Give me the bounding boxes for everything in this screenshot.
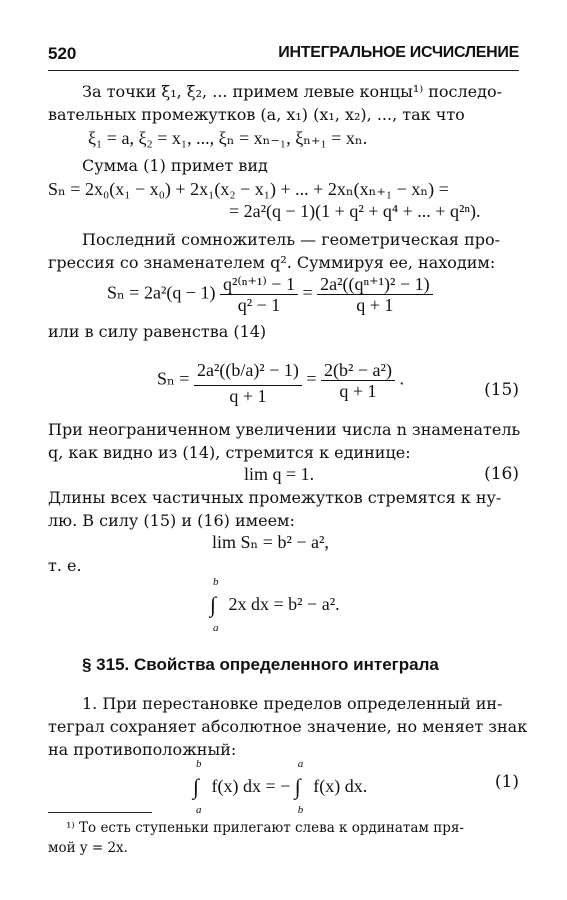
integral-upper-limit: b: [196, 758, 202, 770]
footnote-line: ¹⁾ То есть ступеньки прилегают слева к ординатам пря-: [66, 820, 464, 836]
fraction-denominator: q + 1: [229, 386, 267, 406]
footnote-line: мой y = 2x.: [48, 840, 128, 856]
fraction: [220, 274, 298, 315]
integral-sign: ∫ b a: [193, 758, 202, 816]
fraction: [321, 360, 395, 401]
fraction-numerator: 2(b² − a²): [321, 360, 395, 381]
footnote-rule: [48, 812, 152, 813]
fraction-denominator: q + 1: [356, 295, 394, 315]
equation-number: (1): [494, 772, 519, 792]
integral-sign: ∫ b a: [210, 576, 219, 634]
fraction-numerator: 2a²((qⁿ⁺¹)² − 1): [317, 274, 432, 295]
paragraph-line: грессия со знаменателем q². Суммируя ее, находим:: [48, 253, 496, 272]
equation-limit-sum: lim Sₙ = b² − a²,: [212, 532, 329, 552]
fraction-denominator: q + 1: [339, 381, 377, 401]
paragraph-line: 1. При перестановке пределов определенный ин-: [82, 694, 503, 713]
page-number: 520: [48, 44, 77, 63]
equation-16: lim q = 1.: [244, 464, 315, 484]
paragraph-line: За точки ξ₁, ξ₂, ... примем левые концы¹⁾ последо-: [82, 82, 503, 101]
fraction-denominator: q² − 1: [237, 295, 281, 315]
paragraph-line: на противоположный:: [48, 740, 237, 759]
equation-points: ξ₁ = a, ξ₂ = x₁, ..., ξₙ = xₙ₋₁, ξₙ₊₁ = xₙ.: [88, 128, 368, 148]
equation-sum-line1: Sₙ = 2x₀(x₁ − x₀) + 2x₁(x₂ − x₁) + ... + 2xₙ(xₙ₊₁ − xₙ) =: [48, 179, 449, 199]
equation-sum-line2: = 2a²(q − 1)(1 + q² + q⁴ + ... + q²ⁿ).: [229, 201, 481, 221]
fraction: [194, 355, 302, 406]
integral-upper-limit: a: [297, 758, 304, 770]
integral-lower-limit: a: [213, 622, 219, 634]
equation-geometric: Sₙ = 2a²(q − 1) $\frac{\text{q²⁽ⁿ⁺¹⁾ − 1}}{\text{q² − 1}}$ = $\frac{\text{2a²((qⁿ⁺¹)² − 1)}}{q + 1}$: [107, 274, 433, 315]
equation-15: Sₙ = $\frac{\text{2a²((b/a)² − 1)}}{q + 1}$ = $\frac{\text{2(b² − a²)}}{q + 1}$ .: [157, 355, 404, 406]
paragraph-line: или в силу равенства (14): [48, 322, 267, 341]
paragraph-line: Длины всех частичных промежутков стремятся к ну-: [48, 488, 502, 507]
equation-1-middle: f(x) dx = −: [211, 776, 291, 796]
eq-geom-lhs: Sₙ = 2a²(q − 1): [107, 282, 216, 303]
paragraph-line: т. е.: [48, 556, 82, 575]
paragraph-line: Сумма (1) примет вид: [82, 156, 268, 175]
equation-1-end: f(x) dx.: [313, 776, 368, 796]
paragraph-line: лю. В силу (15) и (16) имеем:: [48, 511, 295, 530]
eq15-lhs: Sₙ =: [157, 368, 190, 389]
integral-body: 2x dx = b² − a².: [228, 594, 340, 614]
integral-lower-limit: a: [196, 804, 202, 816]
running-title: ИНТЕГРАЛЬНОЕ ИСЧИСЛЕНИЕ: [278, 44, 519, 61]
paragraph-line: q, как видно из (14), стремится к единице:: [48, 443, 411, 462]
integral-lower-limit: b: [297, 804, 304, 816]
paragraph-line: вательных промежутков (a, x₁) (x₁, x₂), ..., так что: [48, 105, 465, 124]
paragraph-line: Последний сомножитель — геометрическая про-: [82, 230, 501, 249]
equation-number: (16): [484, 464, 519, 484]
fraction-numerator: q²⁽ⁿ⁺¹⁾ − 1: [220, 274, 298, 295]
section-title: § 315. Свойства определенного интеграла: [82, 655, 439, 674]
equation-integral: [210, 574, 340, 634]
equation-number: (15): [484, 380, 519, 400]
fraction-numerator: 2a²((b/a)² − 1): [194, 355, 302, 386]
paragraph-line: При неограниченном увеличении числа n знаменатель: [48, 420, 521, 439]
integral-sign: ∫ a b: [294, 758, 304, 816]
integral-upper-limit: b: [213, 576, 219, 588]
page-header: [48, 40, 519, 71]
paragraph-line: теграл сохраняет абсолютное значение, но меняет знак: [48, 717, 528, 736]
fraction: [317, 274, 432, 315]
equation-1: [193, 756, 368, 816]
